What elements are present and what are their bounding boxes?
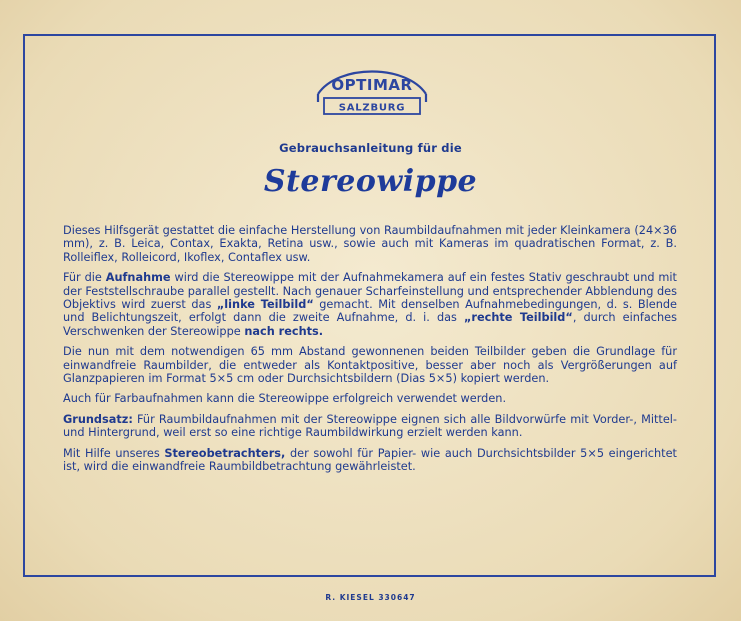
text-run: wird die Stereowippe mit der Aufnahmekamera auf ein festes Stativ geschraubt und mit der Feststellschraube parallel gestellt. Nach genauer Scharfeinstellung und entsprechender Abblendung des Objektivs wird zuerst das (63, 271, 677, 312)
optimar-logo (310, 60, 434, 124)
bold-text: nach rechts. (244, 324, 324, 338)
paragraph (63, 224, 677, 264)
bold-text: Aufnahme (105, 271, 171, 285)
text-run: Für die (63, 271, 106, 285)
text-run: Mit Hilfe unseres (63, 446, 165, 460)
paragraph (63, 447, 677, 474)
printer-imprint: R. KIESEL 330647 (325, 593, 416, 602)
subtitle: Gebrauchsanleitung für die (279, 141, 462, 155)
text-run: gemacht. Mit denselben Aufnahmebedingungen, d. s. Blende und Belichtungszeit, erfolgt dann die zweite Aufnahme, d. i. das (63, 298, 677, 325)
instructions-body (63, 224, 677, 474)
paragraph (63, 413, 677, 440)
text-run: Die nun mit dem notwendigen 65 mm Abstand gewonnenen beiden Teilbilder geben die Grundlage für einwandfreie Raumbilder, die entweder als Kontaktpositive, besser aber noch als Vergrößerungen auf Glanzpapieren im Format 5×5 cm oder Durchsichtsbildern (Dias 5×5) kopiert werden. (63, 345, 677, 386)
bold-text: „linke Teilbild“ (216, 298, 314, 312)
paragraph (63, 392, 677, 405)
text-run: der sowohl für Papier- wie auch Durchsichtsbilder 5×5 eingerichtet ist, wird die einwandfreie Raumbildbetrachtung gewährleistet. (63, 446, 677, 474)
bold-text: „rechte Teilbild“ (464, 311, 573, 325)
paragraph (63, 345, 677, 385)
text-run: Auch für Farbaufnahmen kann die Stereowippe erfolgreich verwendet werden. (63, 392, 507, 406)
text-run: Für Raumbildaufnahmen mit der Stereowippe eignen sich alle Bildvorwürfe mit Vorder-, Mittel- und Hintergrund, weil erst so eine richtige Raumbildwirkung erzielt werden kann. (63, 412, 677, 440)
logo-brand: OPTIMAR (331, 76, 413, 94)
text-run: Dieses Hilfsgerät gestattet die einfache Herstellung von Raumbildaufnahmen mit jeder Kleinkamera (24×36 mm), z. B. Leica, Contax, Exakta, Retina usw., sowie auch mit Kameras im quadratischen Format, z. B. Rolleiflex, Rolleicord, Ikoflex, Contaflex usw. (63, 224, 677, 264)
logo-city: SALZBURG (338, 102, 406, 114)
text-run: , durch einfaches Verschwenken der Stereowippe (63, 311, 678, 338)
document-title: Stereowippe (263, 164, 478, 199)
bold-text: Grundsatz: (63, 412, 133, 426)
paragraph (63, 271, 677, 338)
bold-text: Stereobetrachters, (164, 446, 286, 460)
